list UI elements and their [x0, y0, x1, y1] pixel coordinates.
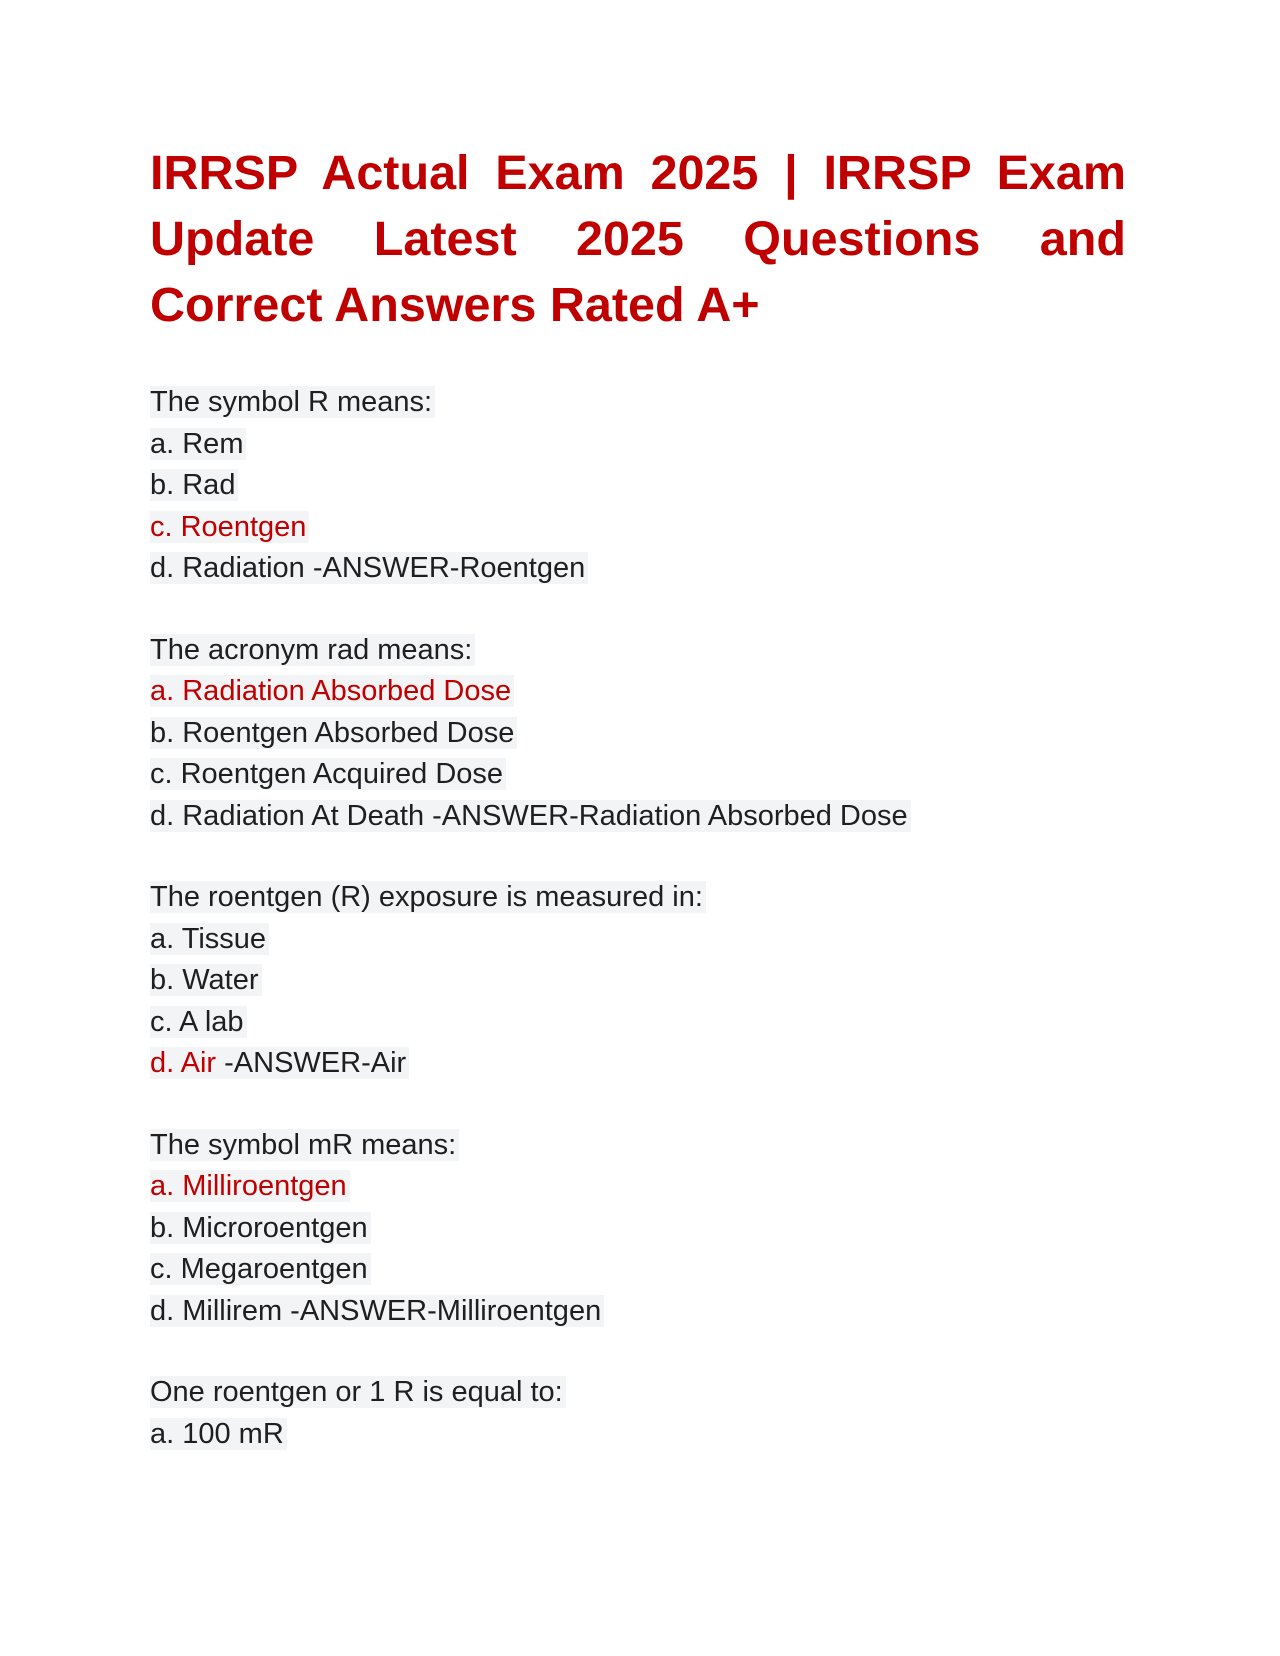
option-b: b. Water	[150, 960, 1126, 1002]
option-d-with-answer	[150, 1291, 1126, 1333]
question-prompt: The roentgen (R) exposure is measured in:	[150, 877, 1126, 919]
question-block	[150, 1125, 1126, 1333]
option-d-with-answer	[150, 1043, 1126, 1085]
answer-text: -ANSWER-Air	[216, 1047, 407, 1079]
option-c: c. A lab	[150, 1002, 1126, 1044]
option-a: a. Tissue	[150, 919, 1126, 961]
answer-text: -ANSWER-Radiation Absorbed Dose	[424, 799, 908, 832]
question-block	[150, 877, 1126, 1085]
option-b: b. Microroentgen	[150, 1208, 1126, 1250]
option-c-correct: c. Roentgen	[150, 507, 1126, 549]
question-prompt: The symbol mR means:	[150, 1125, 1126, 1167]
option-b: b. Roentgen Absorbed Dose	[150, 713, 1126, 755]
option-a-correct: a. Radiation Absorbed Dose	[150, 671, 1126, 713]
option-c: c. Roentgen Acquired Dose	[150, 754, 1126, 796]
option-d: d. Radiation	[150, 552, 305, 584]
option-c: c. Megaroentgen	[150, 1249, 1126, 1291]
option-d-correct: d. Air	[150, 1047, 217, 1079]
option-d-with-answer	[150, 796, 1126, 838]
option-d-with-answer	[150, 548, 1126, 590]
document-page	[150, 140, 1126, 1495]
question-block	[150, 1372, 1126, 1455]
option-a: a. Rem	[150, 424, 1126, 466]
answer-text: -ANSWER-Roentgen	[304, 552, 586, 584]
option-a: a. 100 mR	[150, 1414, 1126, 1456]
option-a-correct: a. Milliroentgen	[150, 1166, 1126, 1208]
option-d: d. Radiation At Death	[150, 799, 425, 832]
question-list	[150, 382, 1126, 1455]
document-title: IRRSP Actual Exam 2025 | IRRSP Exam Update Latest 2025 Questions and Correct Answers Rated A+	[150, 146, 1126, 332]
question-prompt: The acronym rad means:	[150, 630, 1126, 672]
question-prompt: The symbol R means:	[150, 382, 1126, 424]
option-d: d. Millirem	[150, 1294, 283, 1327]
question-prompt: One roentgen or 1 R is equal to:	[150, 1372, 1126, 1414]
question-block	[150, 382, 1126, 590]
answer-text: -ANSWER-Milliroentgen	[282, 1294, 602, 1327]
option-b: b. Rad	[150, 465, 1126, 507]
question-block	[150, 630, 1126, 838]
